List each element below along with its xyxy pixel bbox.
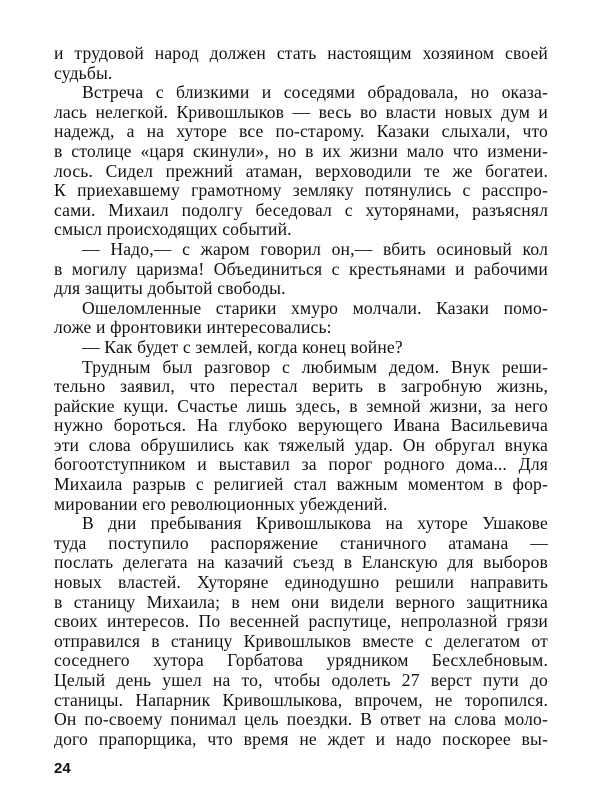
text-line: нужно бороться. На глубоко верующего Ивана Васильевича	[54, 415, 548, 436]
text-line: ложе и фронтовики интересовались:	[54, 317, 332, 338]
text-line: Ошеломленные старики хмуро молчали. Казаки помо-	[82, 297, 548, 318]
text-line: сами. Михаил подолгу беседовал с хуторянами, разъяснял	[54, 199, 548, 220]
text-line: Михаила разрыв с религией стал важным моментом в фор-	[54, 474, 548, 495]
text-line: соседнего хутора Горбатова урядником Бесхлебновым.	[54, 650, 548, 671]
text-line: Встреча с близкими и соседями обрадовала, но оказа-	[82, 82, 548, 103]
text-line: райские кущи. Счастье лишь здесь, в земной жизни, за него	[54, 395, 548, 416]
text-line: богоотступником и выставил за порог родного дома... Для	[54, 454, 548, 475]
text-line: послать делегата на казачий съезд в Еланскую для выборов	[54, 552, 548, 573]
text-line: в могилу царизма! Объединиться с крестьянами и рабочими	[54, 258, 548, 279]
text-line: — Надо,— с жаром говорил он,— вбить осиновый кол	[82, 238, 548, 259]
text-line: эти слова обрушились как тяжелый удар. Он обругал внука	[54, 434, 548, 455]
text-line: и трудовой народ должен стать настоящим хозяином своей	[54, 43, 548, 63]
text-line: дого прапорщика, что время не ждет и надо поскорее вы-	[54, 728, 548, 749]
text-line: — Как будет с землей, когда конец войне?	[82, 336, 403, 357]
text-line: лась нелегкой. Кривошлыков — весь во власти новых дум и	[54, 101, 548, 122]
page-number: 24	[54, 760, 71, 777]
text-line: отправился в станицу Кривошлыков вместе с делегатом от	[54, 630, 548, 651]
text-line: смысл происходящих событий.	[54, 219, 292, 240]
text-line: туда поступило распоряжение станичного атамана —	[54, 532, 548, 553]
text-line: Целый день ушел на то, чтобы одолеть 27 верст пути до	[54, 670, 548, 690]
text-line: В дни пребывания Кривошлыкова на хуторе Ушакове	[82, 513, 548, 534]
text-line: своих интересов. По весенней распутице, непролазной грязи	[54, 611, 548, 632]
text-line: Трудным был разговор с любимым дедом. Внук реши-	[82, 356, 548, 377]
text-line: станицы. Напарник Кривошлыкова, впрочем, не торопился.	[54, 689, 548, 710]
text-line: К приехавшему грамотному земляку потянулись с расспро-	[54, 180, 548, 201]
text-line: надежд, а на хуторе все по-старому. Казаки слыхали, что	[54, 121, 548, 142]
text-line: мировании его революционных убеждений.	[54, 493, 388, 514]
page-text	[54, 44, 548, 749]
text-line: для защиты добытой свободы.	[54, 278, 286, 299]
text-line: в станицу Михаила; в нем они видели верного защитника	[54, 591, 548, 612]
text-line: лось. Сидел прежний атаман, верховодили те же богатеи.	[54, 160, 548, 181]
text-line: новых властей. Хуторяне единодушно решили направить	[54, 572, 548, 593]
text-line: в столице «царя скинули», но в их жизни мало что измени-	[54, 140, 548, 161]
text-line: тельно заявил, что перестал верить в загробную жизнь,	[54, 376, 548, 397]
text-line: судьбы.	[54, 62, 113, 83]
text-line: Он по-своему понимал цель поездки. В ответ на слова моло-	[54, 709, 548, 730]
